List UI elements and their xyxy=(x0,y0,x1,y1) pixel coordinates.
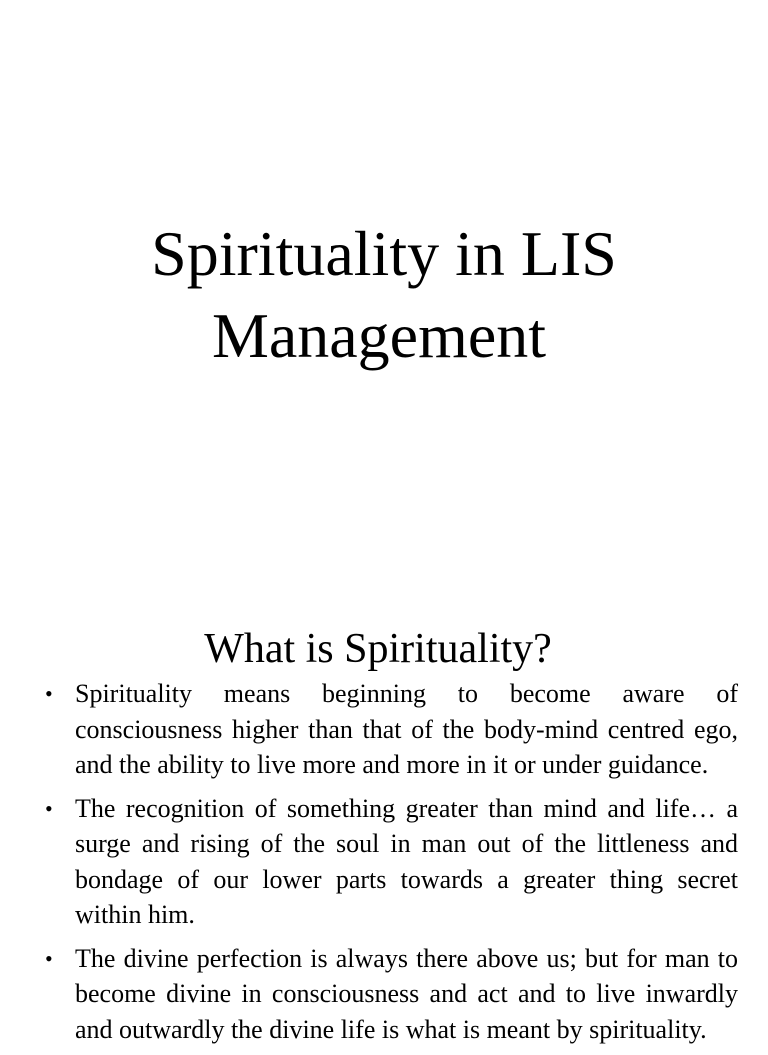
content-slide xyxy=(0,576,768,1044)
bullet-dot-icon: • xyxy=(45,795,53,821)
bullet-text: The divine perfection is always there above us; but for man to become divine in consciousness and act and to live inwardly and outwardly the divine life is what is meant by spirituality. xyxy=(75,943,738,1044)
bullet-dot-icon: • xyxy=(45,681,53,706)
bullet-item xyxy=(40,791,738,933)
slide-title-line: Management xyxy=(211,300,547,371)
slide-title xyxy=(0,213,768,377)
bullet-item xyxy=(40,676,738,783)
slide-heading: What is Spirituality? xyxy=(204,626,552,672)
bullet-text: Spirituality means beginning to become aware of consciousness higher than that of the body-mind centred ego, and the ability to live more and more in it or under guidance. xyxy=(75,679,738,779)
bullet-text: The recognition of something greater than mind and life… a surge and rising of the soul in man out of the littleness and bondage of our lower parts towards a greater thing secret within him. xyxy=(75,793,738,929)
bullet-dot-icon: • xyxy=(45,945,53,971)
slide-title-line: Spirituality in LIS xyxy=(151,218,617,289)
bullet-item xyxy=(40,941,738,1048)
bullet-list xyxy=(40,676,738,1055)
